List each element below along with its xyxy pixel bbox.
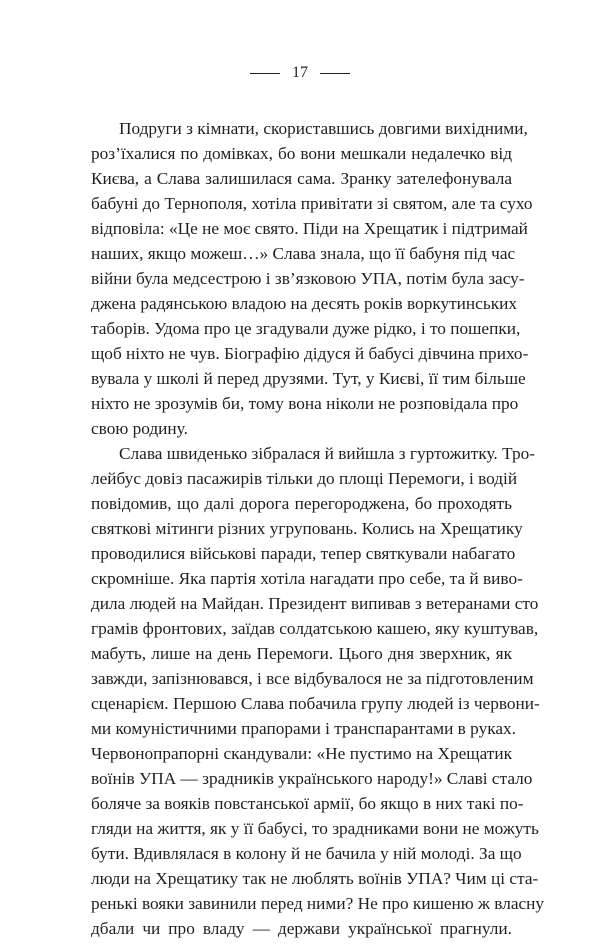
text-line: бабуні до Тернополя, хотіла привітати зі святом, але та сухо xyxy=(91,194,533,213)
text-line: Червонопрапорні скандували: «Не пустимо на Хрещатик xyxy=(91,744,512,763)
text-line: наших, якщо можеш…» Слава знала, що її бабуня під час xyxy=(91,244,516,263)
text-line: повідомив, що далі дорога перегороджена, бо проходять xyxy=(91,494,512,513)
text-line: таборів. Удома про це згадували дуже рідко, і то пошепки, xyxy=(91,319,521,338)
paragraph xyxy=(91,116,533,441)
text-line: Києва, а Слава залишилася сама. Зранку зателефонувала xyxy=(91,169,512,188)
text-line: гляди на життя, як у її бабусі, то зрадниками вони не можуть xyxy=(91,819,539,838)
text-line: лейбус довіз пасажирів тільки до площі Перемоги, і водій xyxy=(91,469,518,488)
body-text xyxy=(91,116,545,941)
text-line: ніхто не зрозумів би, тому вона ніколи не розповідала про xyxy=(91,394,519,413)
text-line: сценарієм. Першою Слава побачила групу людей із червони- xyxy=(91,694,540,713)
text-line: ренькі вояки завинили перед ними? Не про кишеню ж власну xyxy=(91,894,545,913)
text-line: Подруги з кімнати, скориставшись довгими вихідними, xyxy=(119,119,528,138)
page-header xyxy=(0,64,600,82)
text-line: роз’їхалися по домівках, бо вони мешкали недалечко від xyxy=(91,144,512,163)
text-line: відповіла: «Це не моє свято. Піди на Хрещатик і підтримай xyxy=(91,219,528,238)
text-line: святкові мітинги різних угруповань. Колись на Хрещатику xyxy=(91,519,523,538)
text-line: скромніше. Яка партія хотіла нагадати про себе, та й виво- xyxy=(91,569,523,588)
text-line: щоб ніхто не чув. Біографію дідуся й бабусі дівчина прихо- xyxy=(91,344,529,363)
header-rule-left xyxy=(250,73,280,74)
text-line: проводилися військові паради, тепер святкували набагато xyxy=(91,544,516,563)
text-line: завжди, запізнювався, і все відбувалося не за підготовленим xyxy=(91,669,534,688)
text-line: грамів фронтових, заїдав солдатською кашею, яку куштував, xyxy=(91,619,539,638)
page-number: 17 xyxy=(292,64,308,81)
text-line: мабуть, лише на день Перемоги. Цього дня зверхник, як xyxy=(91,644,512,663)
paragraph xyxy=(91,441,545,941)
text-line: боляче за вояків повстанської армії, бо якщо в них такі по- xyxy=(91,794,524,813)
text-line: джена радянською владою на десять років воркутинських xyxy=(91,294,518,313)
text-line: воїнів УПА — зрадників українського народу!» Славі стало xyxy=(91,769,533,788)
text-line: свою родину. xyxy=(91,419,188,438)
text-line: дила людей на Майдан. Президент випивав з ветеранами сто xyxy=(91,594,539,613)
header-rule-right xyxy=(320,73,350,74)
text-line: дбали чи про владу — держави української прагнули. xyxy=(91,919,512,938)
text-line: бути. Вдивлялася в колону й не бачила у ній молоді. За що xyxy=(91,844,522,863)
text-line: вувала у школі й перед друзями. Тут, у Києві, її тим більше xyxy=(91,369,526,388)
text-line: війни була медсестрою і зв’язковою УПА, потім була засу- xyxy=(91,269,525,288)
text-line: ми комуністичними прапорами і транспарантами в руках. xyxy=(91,719,516,738)
text-line: люди на Хрещатику так не люблять воїнів УПА? Чим ці ста- xyxy=(91,869,539,888)
text-line: Слава швиденько зібралася й вийшла з гуртожитку. Тро- xyxy=(119,444,535,463)
